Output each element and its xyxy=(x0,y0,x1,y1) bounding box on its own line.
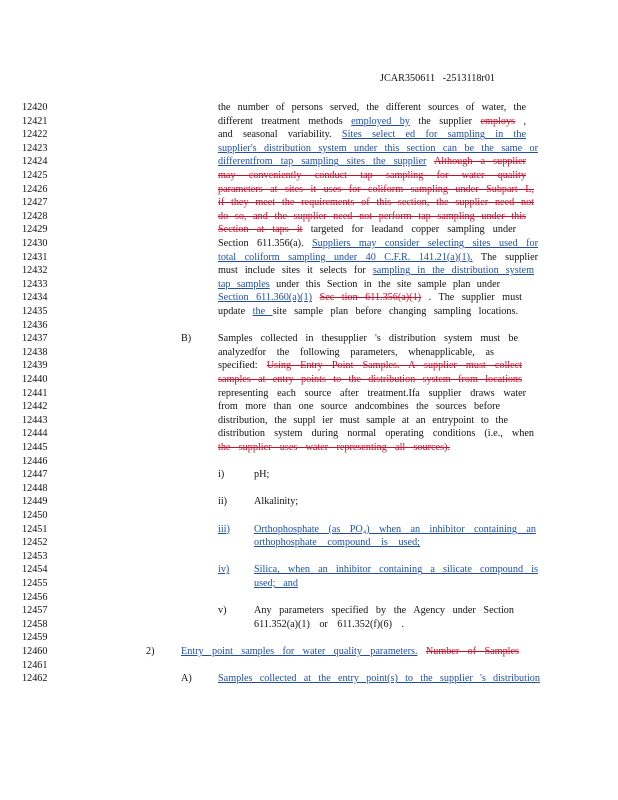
line-text xyxy=(254,619,404,631)
line-number: 12431 xyxy=(22,251,48,263)
line-number: 12451 xyxy=(22,523,48,535)
list-label: B) xyxy=(181,333,192,345)
document-revision: -2513118r01 xyxy=(442,73,496,84)
list-label: v) xyxy=(218,605,227,617)
text-run: Any parameters specified by the Agency under Section xyxy=(254,605,514,617)
deleted-text: do so, and the supplier need not perform tap sampling under this xyxy=(218,210,526,222)
line-text xyxy=(218,170,526,182)
text-run: 611.352(a)(1) or 611.352(f)(6) . xyxy=(254,618,404,630)
line-text xyxy=(218,265,534,277)
deleted-text: employs xyxy=(480,115,516,127)
line-number: 12421 xyxy=(22,115,48,127)
line-text xyxy=(218,224,516,236)
line-number: 12453 xyxy=(22,550,48,562)
document-header xyxy=(380,73,495,85)
line-number: 12435 xyxy=(22,306,48,317)
line-text xyxy=(218,279,500,291)
list-label: ii) xyxy=(218,496,228,508)
line-text xyxy=(218,102,526,114)
list-label: iv) xyxy=(218,564,230,576)
text-run: under this Section in the site sample plan under xyxy=(269,278,500,290)
line-number: 12446 xyxy=(22,455,48,467)
text-run: site sample plan before changing sampling locations. xyxy=(272,306,518,317)
line-number: 12427 xyxy=(22,197,48,209)
line-number: 12452 xyxy=(22,537,48,549)
inserted-text: tap samples xyxy=(218,278,270,290)
line-text xyxy=(218,211,526,223)
line-number: 12448 xyxy=(22,482,48,494)
text-run: Samples collected in thesupplier 's distribution system must be xyxy=(218,333,518,345)
line-text xyxy=(218,156,526,168)
line-text xyxy=(218,292,522,304)
line-number: 12429 xyxy=(22,224,48,236)
line-text xyxy=(218,360,522,372)
inserted-text: orthophosphate compound is used; xyxy=(254,537,420,549)
text-run: and seasonal variability. xyxy=(218,129,342,141)
line-number: 12423 xyxy=(22,142,48,154)
line-text xyxy=(254,496,314,508)
line-number: 12422 xyxy=(22,129,48,141)
line-number: 12436 xyxy=(22,319,48,331)
line-text xyxy=(181,646,519,658)
text-run: update xyxy=(218,306,253,317)
text-run: Section 611.356(a). xyxy=(218,238,312,249)
line-text xyxy=(218,401,500,413)
line-number: 12461 xyxy=(22,659,48,671)
inserted-text: Orthophosphate (as PO₄) when an inhibitor containing an xyxy=(254,523,536,535)
line-number: 12445 xyxy=(22,442,48,453)
text-run: targeted for leadand copper sampling under xyxy=(302,224,516,236)
line-number: 12458 xyxy=(22,618,48,630)
text-run: from more than one source andcombines the sources before xyxy=(218,401,500,413)
text-run: The supplier xyxy=(472,251,538,263)
text-run: different treatment methods xyxy=(218,115,352,127)
text-run: pH; xyxy=(254,469,270,481)
deleted-text: if they meet the requirements of this section, the supplier need not xyxy=(218,197,534,209)
line-number: 12444 xyxy=(22,428,48,440)
deleted-text: Using Entry Point Samples. A supplier must collect xyxy=(266,360,522,372)
line-number: 12441 xyxy=(22,387,48,399)
text-run: the number of persons served, the different sources of water, the xyxy=(218,102,526,113)
inserted-text: total coliform sampling under 40 C.F.R. 141.21(a)(1). xyxy=(218,251,473,263)
line-text xyxy=(254,605,514,617)
deleted-text: samples at entry points to the distribution system from locations xyxy=(218,374,522,385)
text-run xyxy=(418,646,426,657)
line-number: 12456 xyxy=(22,591,48,603)
line-number: 12432 xyxy=(22,265,48,277)
line-text xyxy=(254,564,538,576)
line-number: 12434 xyxy=(22,292,48,304)
line-text xyxy=(218,428,534,440)
text-run: the supplier xyxy=(409,115,481,127)
line-text xyxy=(218,184,534,196)
line-text xyxy=(218,333,518,345)
list-label: iii) xyxy=(218,523,230,535)
line-text xyxy=(254,578,298,590)
line-number: 12437 xyxy=(22,333,48,345)
inserted-text: Samples collected at the entry point(s) to the supplier 's distribution xyxy=(218,673,540,685)
list-label: A) xyxy=(181,673,192,685)
list-label: 2) xyxy=(146,646,155,657)
line-text xyxy=(218,442,450,454)
line-number: 12430 xyxy=(22,238,48,249)
line-number: 12428 xyxy=(22,210,48,222)
deleted-text: Section at taps it xyxy=(218,224,303,236)
line-number: 12443 xyxy=(22,414,48,426)
line-number: 12459 xyxy=(22,632,48,644)
inserted-text: sampling in the distribution system xyxy=(372,265,534,277)
text-run: must include sites it selects for xyxy=(218,265,373,277)
line-text xyxy=(218,238,538,250)
line-text xyxy=(254,537,420,549)
text-run: specified: xyxy=(218,360,267,372)
deleted-text: the supplier uses water representing all sources). xyxy=(218,442,450,453)
line-number: 12450 xyxy=(22,510,48,521)
line-text xyxy=(218,374,522,386)
line-text xyxy=(218,388,526,400)
deleted-text: parameters at sites it uses for coliform sampling under Subpart L, xyxy=(218,183,534,195)
line-text xyxy=(218,347,494,359)
inserted-text: employed by xyxy=(351,115,410,127)
line-number: 12425 xyxy=(22,170,48,181)
inserted-text: used; and xyxy=(254,578,298,589)
line-number: 12438 xyxy=(22,346,48,358)
text-run: distribution system during normal operating conditions (i.e., when xyxy=(218,428,534,440)
deleted-text: may conveniently conduct tap sampling for water quality xyxy=(218,170,526,181)
text-run xyxy=(426,156,434,167)
text-run: analyzedfor the following parameters, whenapplicable, as xyxy=(218,346,494,358)
inserted-text: Sites select ed for sampling in the xyxy=(341,129,526,141)
line-number: 12439 xyxy=(22,360,48,372)
inserted-text: supplier's distribution system under this section can be the same or xyxy=(218,142,538,154)
line-number: 12442 xyxy=(22,401,48,413)
line-text xyxy=(218,415,508,427)
line-number: 12454 xyxy=(22,564,48,576)
line-text xyxy=(218,673,540,685)
text-run: . The supplier must xyxy=(421,292,522,304)
line-text xyxy=(218,306,518,318)
deleted-text: Number of Samples xyxy=(425,646,519,657)
text-run: Alkalinity; xyxy=(254,496,299,508)
line-text xyxy=(218,197,534,209)
document-id: JCAR350611 xyxy=(380,73,436,84)
text-run: distribution, the suppl ier must sample at an entrypoint to the xyxy=(218,414,508,426)
line-number: 12426 xyxy=(22,183,48,195)
line-text xyxy=(254,524,536,536)
inserted-text: Suppliers may consider selecting sites used for xyxy=(312,238,538,249)
inserted-text: Section 611.360(a)(1) xyxy=(218,292,312,304)
list-label: i) xyxy=(218,469,225,481)
inserted-text: Silica, when an inhibitor containing a silicate compound is xyxy=(254,564,538,576)
line-text xyxy=(218,252,538,264)
deleted-text: Although a supplier xyxy=(433,156,526,168)
line-number: 12440 xyxy=(22,374,48,385)
text-run xyxy=(312,292,320,303)
line-number: 12455 xyxy=(22,578,48,589)
inserted-text: differentfrom tap sampling sites the supplier xyxy=(218,156,427,168)
line-text xyxy=(254,469,284,481)
line-text xyxy=(218,116,526,128)
line-number: 12457 xyxy=(22,605,48,617)
inserted-text: the xyxy=(252,306,273,317)
line-text xyxy=(218,143,538,155)
line-number: 12460 xyxy=(22,646,48,657)
line-text xyxy=(218,129,526,141)
text-run: representing each source after treatment.Ifa supplier draws water xyxy=(218,387,526,399)
line-number: 12424 xyxy=(22,156,48,168)
deleted-text: Sec tion 611.356(a)(1) xyxy=(319,292,422,304)
inserted-text: Entry point samples for water quality parameters. xyxy=(181,646,418,657)
line-number: 12433 xyxy=(22,278,48,290)
line-number: 12447 xyxy=(22,469,48,481)
line-number: 12449 xyxy=(22,496,48,508)
line-number: 12462 xyxy=(22,673,48,685)
text-run: , xyxy=(515,115,526,127)
line-number: 12420 xyxy=(22,102,48,113)
